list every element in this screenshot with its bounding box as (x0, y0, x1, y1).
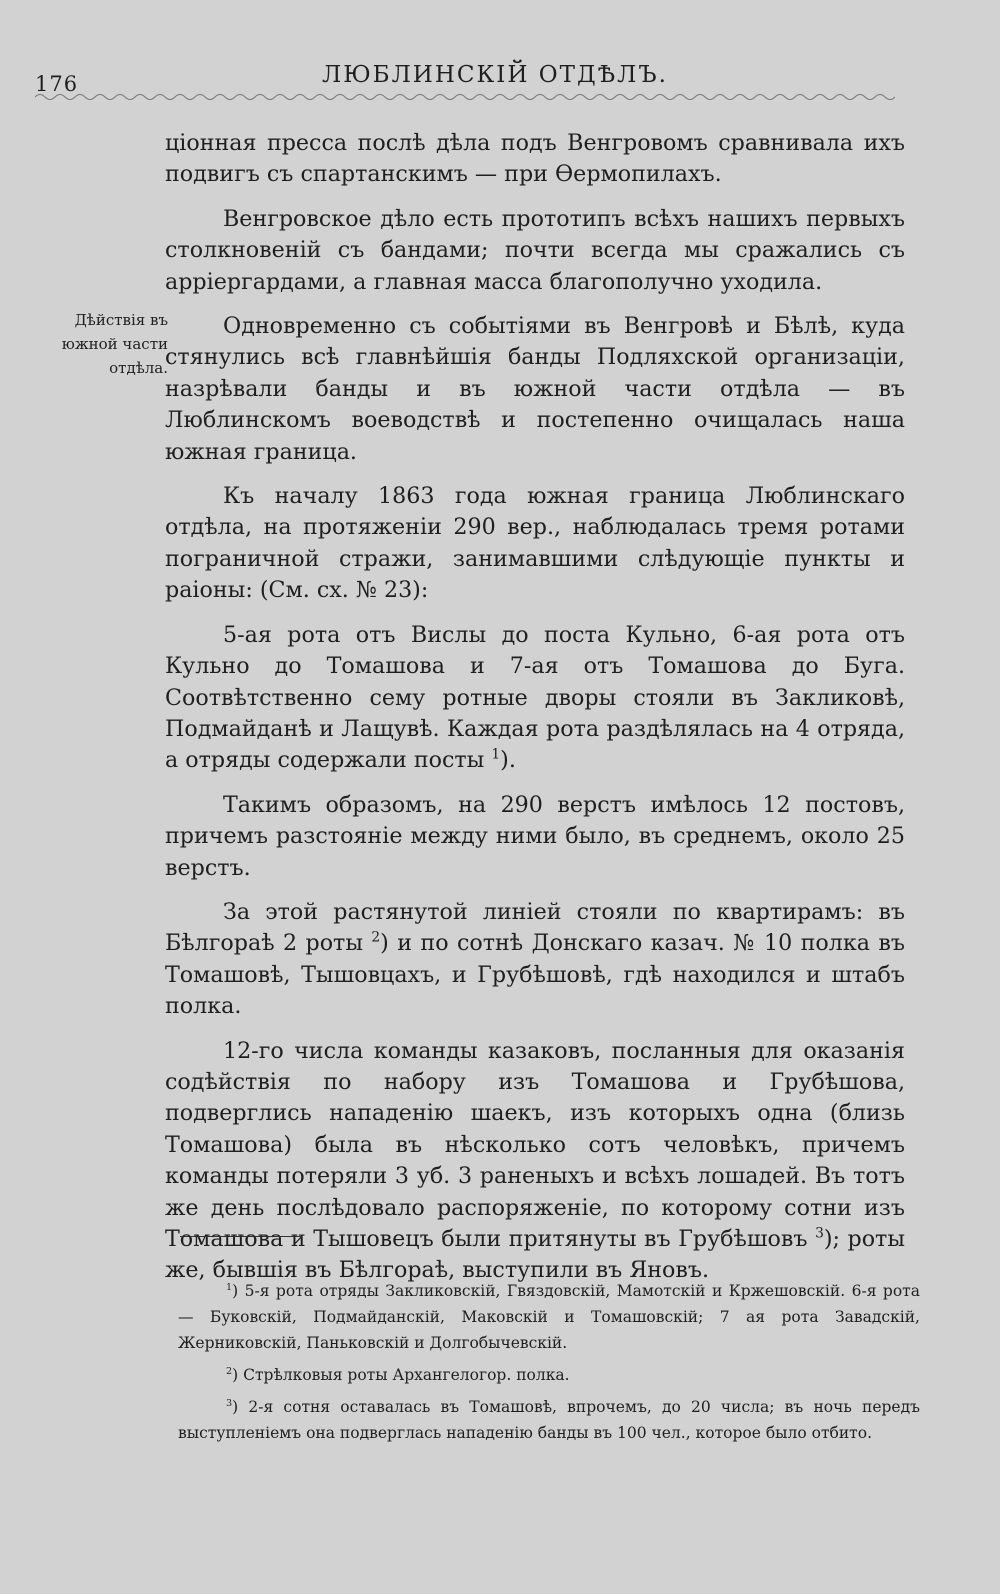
footnote-mark: 2 (226, 1365, 233, 1377)
paragraph: Венгровское дѣло есть прототипъ всѣхъ нашихъ первыхъ столкновеній съ бандами; почти всегда мы сражались съ арріергардами, а главная масса благополучно уходила. (165, 205, 905, 295)
marginal-note-line: отдѣла. (109, 359, 168, 377)
wavy-divider (35, 90, 895, 104)
footnote: $^1$) 5-я рота отряды Закликовскій, Гвяздовскій, Мамотскій и Кржешовскій. 6-я рота — Буковскій, Подмайданскій, Маковскій и Томашовскій; 7 ая рота Завадскій, Жерниковскій, Паньковскій и Долгобычевскій. (178, 1281, 920, 1352)
marginal-note-line: Дѣйствія въ (74, 311, 168, 329)
footnotes (178, 1278, 920, 1452)
footnote-separator (180, 1236, 302, 1237)
footnote-mark: 1 (226, 1281, 233, 1293)
paragraph: За этой растянутой линіей стояли по квартирамъ: въ Бѣлгораѣ 2 роты $^2$) и по сотнѣ Донскаго казач. № 10 полка въ Томашовѣ, Тышовцахъ, и Грубѣшовѣ, гдѣ находился и штабъ полка. (165, 898, 905, 1020)
marginal-note (40, 308, 168, 380)
footnote-ref[interactable]: 2 (371, 929, 381, 946)
paragraph: Такимъ образомъ, на 290 верстъ имѣлось 12 постовъ, причемъ разстояніе между ними было, въ среднемъ, около 25 верстъ. (165, 791, 905, 881)
paragraph: ціонная пресса послѣ дѣла подъ Венгровомъ сравнивала ихъ подвигъ съ спартанскимъ — при Өермопилахъ. (165, 130, 905, 188)
paragraph: 5-ая рота отъ Вислы до поста Кульно, 6-ая рота отъ Кульно до Томашова и 7-ая отъ Томашова до Буга. Соотвѣтственно сему ротные дворы стояли въ Закликовѣ, Подмайданѣ и Лащувѣ. Каждая рота раздѣлялась на 4 отряда, а отряды содержали посты $^1$). (165, 621, 905, 774)
paragraph: 12-го числа команды казаковъ, посланныя для оказанія содѣйствія по набору изъ Томашова и Грубѣшова, подверглись нападенію шаекъ, изъ которыхъ одна (близь Томашова) была въ нѣсколько сотъ человѣкъ, причемъ команды потеряли 3 уб. 3 раненыхъ и всѣхъ лошадей. Въ тотъ же день послѣдовало распоряженіе, по которому сотни изъ Томашова и Тышовецъ были притянуты въ Грубѣшовъ $^3$); роты же, бывшія въ Бѣлгораѣ, выступили въ Яновъ. (165, 1037, 905, 1284)
running-title: ЛЮБЛИНСКIЙ ОТДѢЛЪ. (322, 62, 668, 88)
paragraph: Къ началу 1863 года южная граница Люблинскаго отдѣла, на протяженіи 290 вер., наблюдалась тремя ротами пограничной стражи, занимавшими слѣдующіе пункты и раіоны: (См. сх. № 23): (165, 483, 905, 604)
footnote-ref[interactable]: 1 (491, 746, 501, 763)
main-text (165, 128, 905, 1300)
marginal-note-line: южной части (61, 335, 168, 353)
footnote: $^2$) Стрѣлковыя роты Архангелогор. полка. (226, 1365, 570, 1384)
footnote-mark: 3 (226, 1397, 233, 1409)
page-number: 176 (35, 72, 79, 96)
paragraph: Одновременно съ событіями въ Венгровѣ и Бѣлѣ, куда стянулись всѣ главнѣйшія банды Подляхской организаціи, назрѣвали банды и въ южной части отдѣла — въ Люблинскомъ воеводствѣ и постепенно очищалась наша южная граница. (165, 313, 905, 465)
footnote-ref[interactable]: 3 (815, 1225, 824, 1242)
footnote: $^3$) 2-я сотня оставалась въ Томашовѣ, впрочемъ, до 20 числа; въ ночь передъ выступленіемъ она подверглась нападенію банды въ 100 чел., которое было отбито. (178, 1397, 920, 1442)
